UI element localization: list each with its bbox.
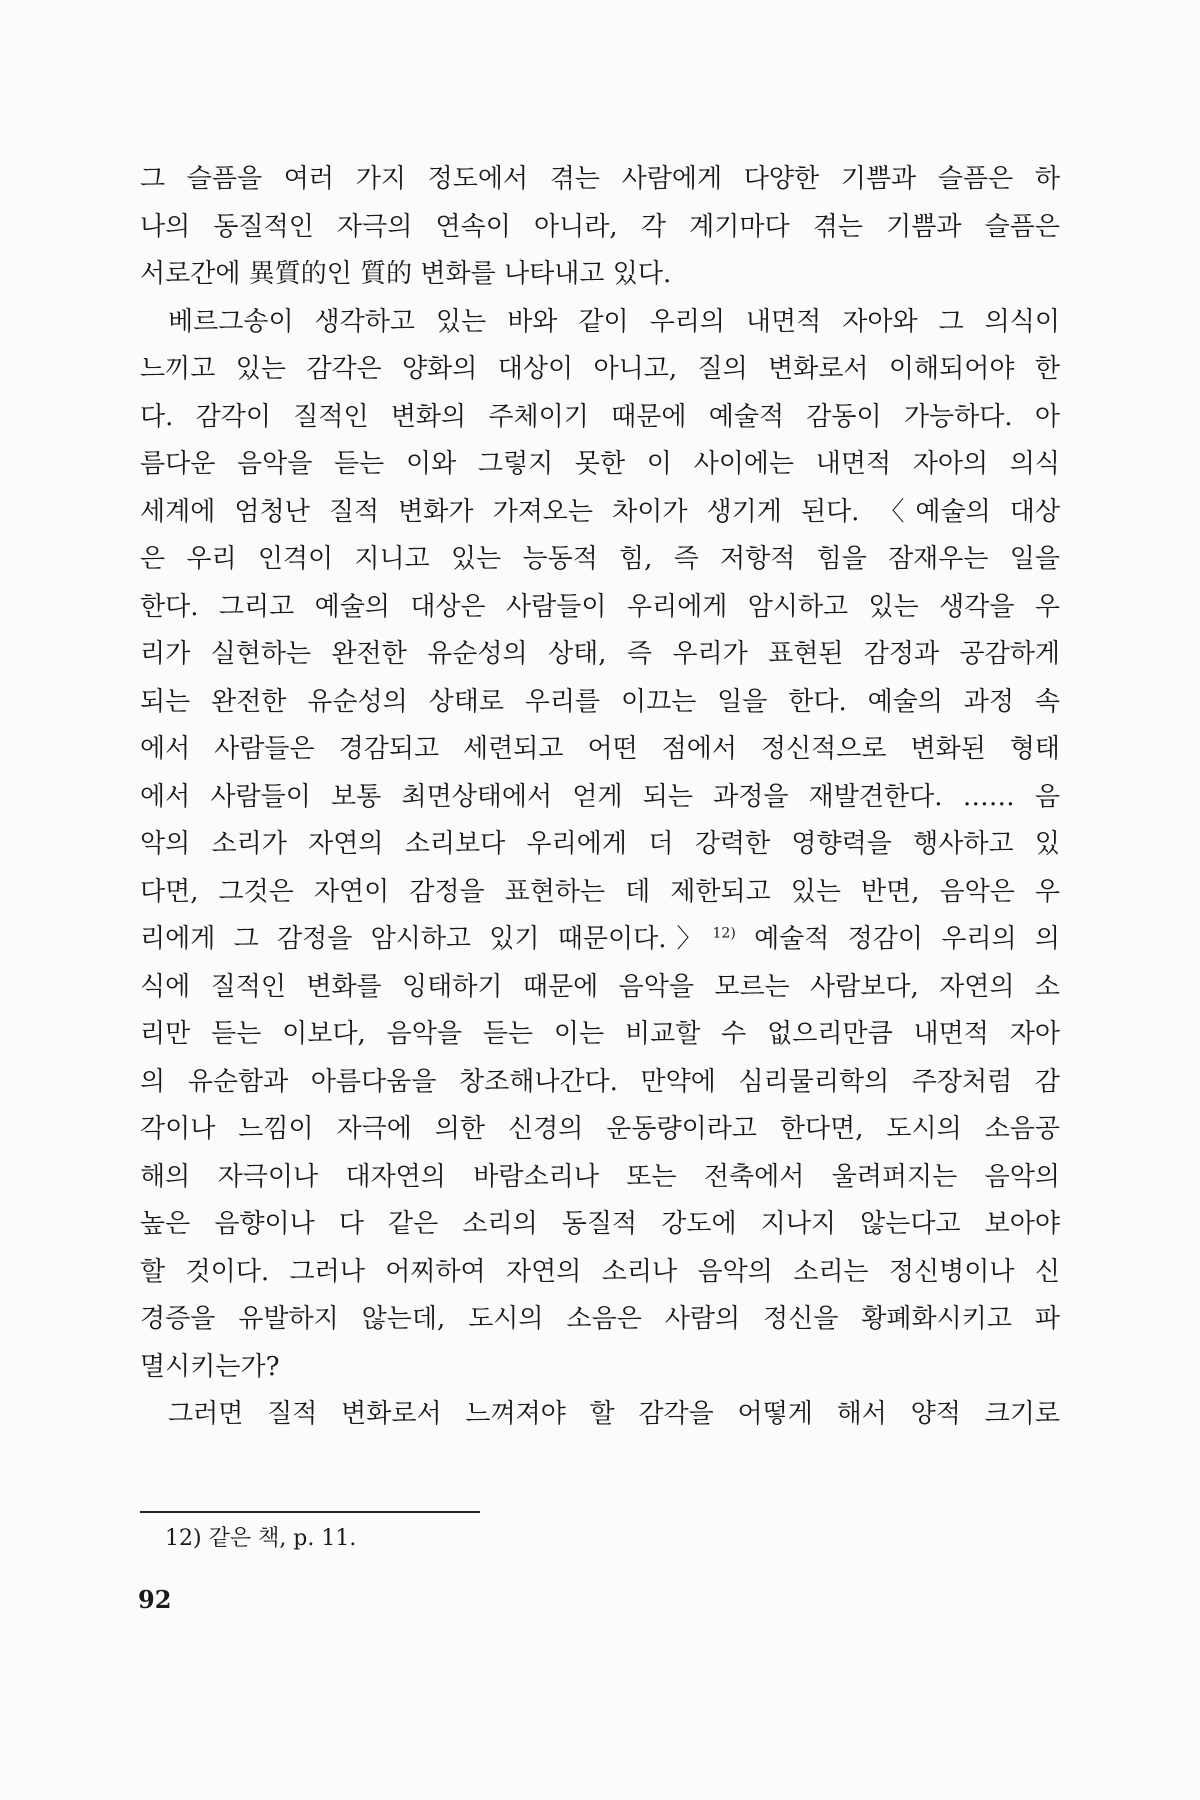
text-line: 높은 음향이나 다 같은 소리의 동질적 강도에 지나지 않는다고 보아야 (140, 1209, 1060, 1239)
paragraph-start-line: 베르그송이 생각하고 있는 바와 같이 우리의 내면적 자아와 그 의식이 (168, 306, 1060, 337)
text-line: 각이나 느낌이 자극에 의한 신경의 운동량이라고 한다면, 도시의 소음공 (140, 1114, 1060, 1144)
quote-end-text: 리에게 그 감정을 암시하고 있기 때문이다.〉 (140, 924, 713, 954)
text-line: 리만 듣는 이보다, 음악을 듣는 이는 비교할 수 없으리만큼 내면적 자아 (140, 1019, 1060, 1049)
page-number: 92 (138, 1585, 172, 1614)
text-line: 되는 완전한 유순성의 상태로 우리를 이끄는 일을 한다. 예술의 과정 속 (140, 686, 1060, 717)
text-line: 에서 사람들은 경감되고 세련되고 어떤 점에서 정신적으로 변화된 형태 (140, 734, 1060, 764)
text-line: 다. 감각이 질적인 변화의 주체이기 때문에 예술적 감동이 가능하다. 아 (140, 401, 1060, 432)
text-line: 멸시키는가? (140, 1351, 280, 1382)
text-line: 한다. 그리고 예술의 대상은 사람들이 우리에게 암시하고 있는 생각을 우 (140, 591, 1060, 622)
text-line: 세계에 엄청난 질적 변화가 가져오는 차이가 생기게 된다. 〈예술의 대상 (140, 496, 1060, 527)
text-line: 할 것이다. 그러나 어찌하여 자연의 소리나 음악의 소리는 정신병이나 신 (140, 1256, 1060, 1287)
body-text (140, 156, 1060, 1439)
text-line: 은 우리 인격이 지니고 있는 능동적 힘, 즉 저항적 힘을 잠재우는 일을 (140, 544, 1060, 574)
text-line: 름다운 음악을 듣는 이와 그렇지 못한 이 사이에는 내면적 자아의 의식 (140, 449, 1060, 479)
text-line: 악의 소리가 자연의 소리보다 우리에게 더 강력한 영향력을 행사하고 있 (140, 829, 1060, 859)
text-line: 나의 동질적인 자극의 연속이 아니라, 각 계기마다 겪는 기쁨과 슬픔은 (140, 211, 1060, 242)
text-line: 해의 자극이나 대자연의 바람소리나 또는 전축에서 울려퍼지는 음악의 (140, 1161, 1060, 1192)
text-line: 에서 사람들이 보통 최면상태에서 얻게 되는 과정을 재발견한다. …… 음 (140, 781, 1060, 812)
text-line: 서로간에 異質的인 質的 변화를 나타내고 있다. (140, 259, 672, 289)
footnote-divider (140, 1511, 480, 1513)
text-line: 식에 질적인 변화를 잉태하기 때문에 음악을 모르는 사람보다, 자연의 소 (140, 971, 1060, 1002)
paragraph-start-line: 그러면 질적 변화로서 느껴져야 할 감각을 어떻게 해서 양적 크기로 (168, 1399, 1060, 1429)
text-line: 다면, 그것은 자연이 감정을 표현하는 데 제한되고 있는 반면, 음악은 우 (140, 876, 1060, 907)
text-line-with-footnote (140, 916, 1060, 964)
text-line: 그 슬픔을 여러 가지 정도에서 겪는 사람에게 다양한 기쁨과 슬픔은 하 (140, 164, 1060, 194)
footnote-reference: 12) (712, 925, 736, 942)
line-continuation: 예술적 정감이 우리의 의 (754, 924, 1060, 954)
text-line: 느끼고 있는 감각은 양화의 대상이 아니고, 질의 변화로서 이해되어야 한 (140, 354, 1060, 384)
text-line: 리가 실현하는 완전한 유순성의 상태, 즉 우리가 표현된 감정과 공감하게 (140, 639, 1060, 669)
text-line: 의 유순함과 아름다움을 창조해나간다. 만약에 심리물리학의 주장처럼 감 (140, 1066, 1060, 1097)
footnote: 12) 같은 책, p. 11. (165, 1526, 357, 1551)
text-line: 경증을 유발하지 않는데, 도시의 소음은 사람의 정신을 황폐화시키고 파 (140, 1304, 1060, 1334)
